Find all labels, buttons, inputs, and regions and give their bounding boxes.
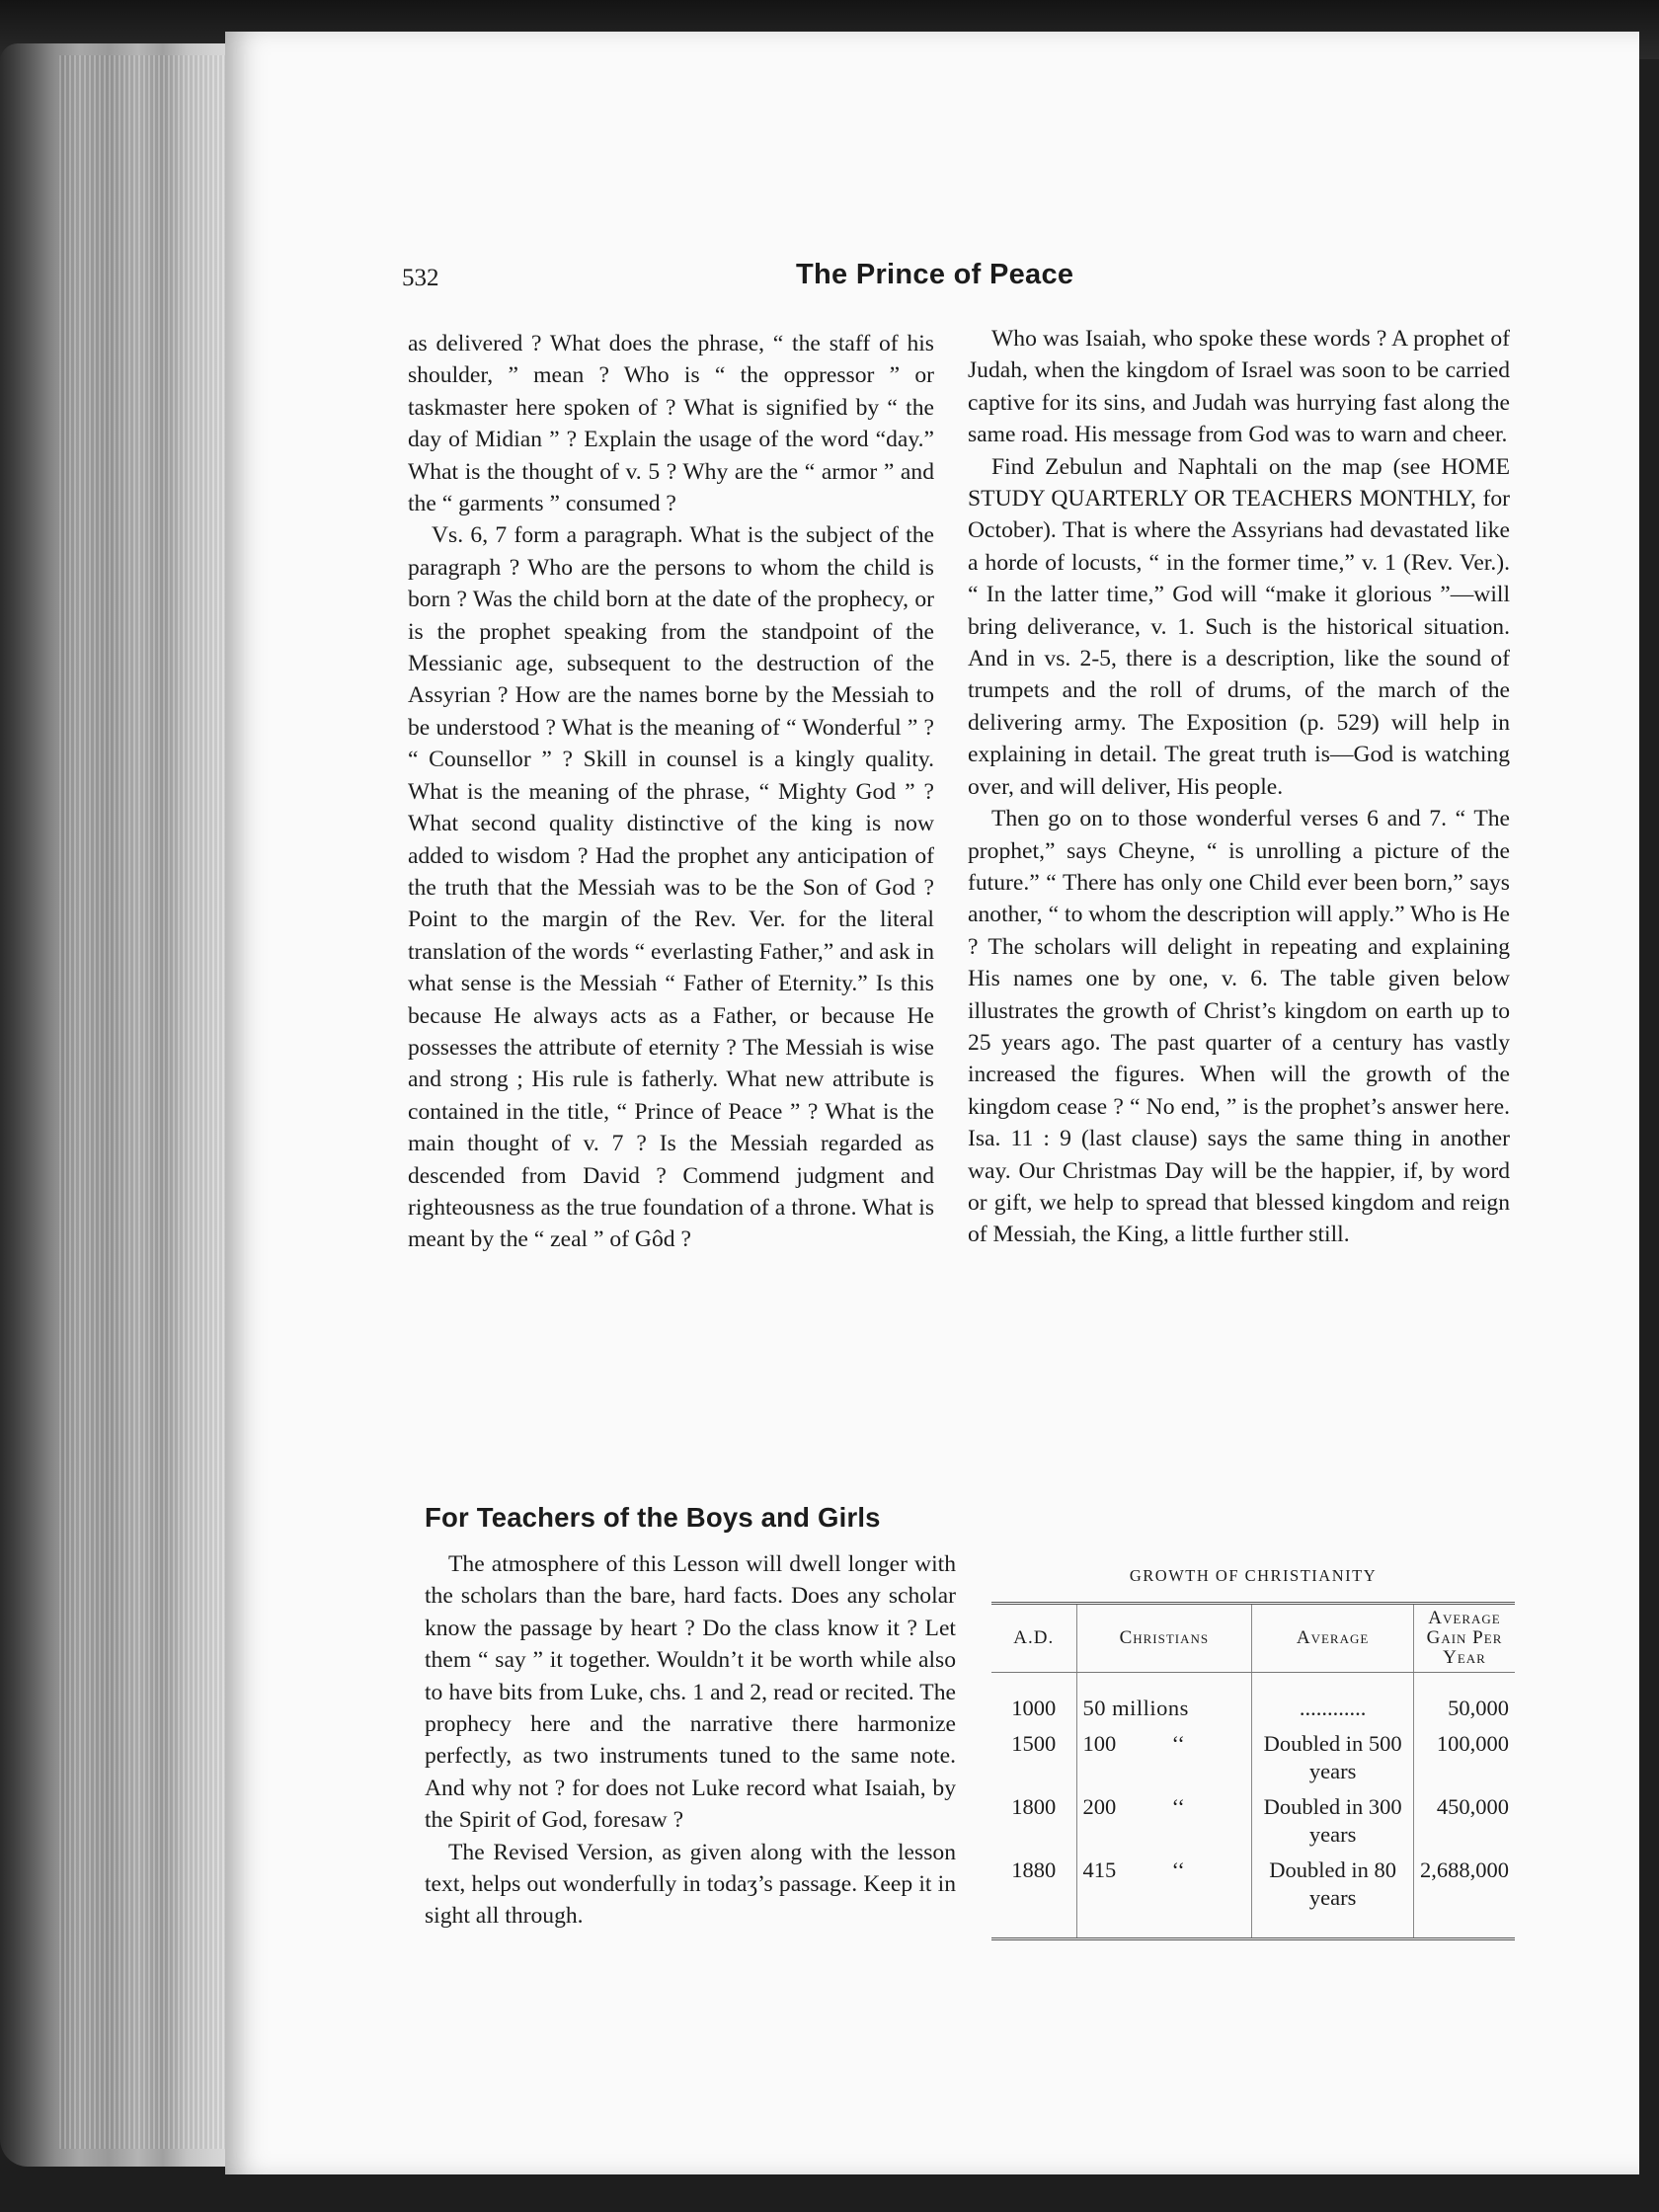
cell-christians <box>1076 1726 1252 1789</box>
page-number: 532 <box>402 265 439 291</box>
header-average: Average <box>1252 1604 1414 1673</box>
header-christians: Christians <box>1076 1604 1252 1673</box>
section-heading: For Teachers of the Boys and Girls <box>425 1502 881 1533</box>
cell-year: 1500 <box>991 1726 1076 1789</box>
header-average-gain: Average Gain Per Year <box>1414 1604 1516 1673</box>
cell-gain: 50,000 <box>1448 1696 1509 1720</box>
table-row <box>991 1673 1515 1727</box>
right-paragraph-2: Find Zebulun and Naphtali on the map (see HOME STUDY QUARTERLY OR TEACHERS MONTHLY, for October). That is where the Assyrians had devastated like a horde of locusts, “ in the former time,” v. 1 (Rev. Ver.). “ In the latter time,” God will “make it glorious ”—will bring deliverance, v. 1. Such is the historical situation. And in vs. 2-5, there is a description, like the sound of trumpets and the roll of drums, of the march of the delivering army. The Exposition (p. 529) will help in explaining in detail. The great truth is—God is watching over, and will deliver, His people. <box>968 453 1510 800</box>
cell-gain: 450,000 <box>1436 1794 1509 1819</box>
growth-table <box>991 1602 1515 1940</box>
cell-average: Doubled in 500 years <box>1252 1726 1414 1789</box>
left-paragraph-2: Vs. 6, 7 form a paragraph. What is the subject of the paragraph ? Who are the persons to whom the child is born ? Was the child born at the date of the prophecy, or is the prophet speaking from the standpoint of the Messianic age, subsequent to the destruction of the Assyrian ? How are the names borne by the Messiah to be understood ? What is the meaning of “ Wonderful ” ? “ Counsellor ” ? Skill in counsel is a kingly quality. What is the meaning of the phrase, “ Mighty God ” ? What second quality distinctive of the king is now added to wisdom ? Had the prophet any anticipation of the truth that the Messiah was to be the Son of God ? Point to the margin of the Rev. Ver. for the literal translation of the words “ everlasting Father,” and ask in what sense is the Messiah “ Father of Eternity.” Is this because He always acts as a Father, or because He possesses the attribute of eternity ? The Messiah is wise and strong ; His rule is fatherly. What new attribute is contained in the title, “ Prince of Peace ” ? What is the main thought of v. 7 ? Is the Messiah regarded as descended from David ? Commend judgment and righteousness as the true foundation of a throne. What is meant by the “ zeal ” of Gôd ? <box>408 522 934 1253</box>
section-text <box>425 1548 956 1933</box>
ditto-mark: ‘‘ <box>1171 1794 1185 1819</box>
cell-average: ............ <box>1252 1673 1414 1727</box>
cell-christians <box>1076 1789 1252 1853</box>
cell-christians: 50 millions <box>1076 1673 1252 1727</box>
right-paragraph-3: Then go on to those wonderful verses 6 and 7. “ The prophet,” says Cheyne, “ is unrolling a picture of the future.” “ There has only one Child ever been born,” says another, “ to whom the description will apply.” Who is He ? The scholars will delight in repeating and explaining His names one by one, v. 6. The table given below illustrates the growth of Christ’s kingdom on earth up to 25 years ago. The past quarter of a century has vastly increased the figures. When will the growth of the kingdom cease ? “ No end, ” is the prophet’s answer here. Isa. 11 : 9 (last clause) says the same thing in another way. Our Christmas Day will be the happier, if, by word or gift, we help to spread that blessed kingdom and reign of Messiah, the King, a little further still. <box>968 806 1510 1248</box>
right-column-text <box>968 323 1510 1251</box>
cell-year: 1800 <box>991 1789 1076 1853</box>
cell-gain: 100,000 <box>1436 1731 1509 1756</box>
cell-gain: 2,688,000 <box>1420 1857 1509 1882</box>
cell-average: Doubled in 80 years <box>1252 1853 1414 1939</box>
christians-count: 415 <box>1082 1857 1117 1882</box>
left-column-text <box>408 328 934 1256</box>
ditto-mark: ‘‘ <box>1171 1857 1185 1882</box>
ditto-mark: ‘‘ <box>1171 1731 1185 1756</box>
header-year: A.D. <box>991 1604 1076 1673</box>
section-paragraph-2: The Revised Version, as given along with the lesson text, helps out wonderfully in todaʒ’s passage. Keep it in sight all through. <box>425 1839 956 1930</box>
table-row <box>991 1853 1515 1939</box>
section-paragraph-1: The atmosphere of this Lesson will dwell longer with the scholars than the bare, hard facts. Does any scholar know the passage by heart ? Do the class know it ? Let them “ say ” it together. Wouldn’t it be worth while also to have bits from Luke, chs. 1 and 2, read or recited. The prophecy here and the narrative there harmonize perfectly, as two instruments tuned to the same note. And why not ? for does not Luke record what Isaiah, by the Spirit of God, foresaw ? <box>425 1551 956 1834</box>
cell-christians <box>1076 1853 1252 1939</box>
right-paragraph-1: Who was Isaiah, who spoke these words ? A prophet of Judah, when the kingdom of Israel was soon to be carried captive for its sins, and Judah was hurrying fast along the same road. His message from God was to warn and cheer. <box>968 326 1510 448</box>
christians-count: 200 <box>1082 1794 1117 1819</box>
cell-year: 1880 <box>991 1853 1076 1939</box>
running-head: The Prince of Peace <box>796 259 1074 290</box>
christians-count: 100 <box>1082 1731 1117 1756</box>
table-row <box>991 1789 1515 1853</box>
cell-year: 1000 <box>991 1673 1076 1727</box>
table-row <box>991 1726 1515 1789</box>
left-paragraph-1: as delivered ? What does the phrase, “ the staff of his shoulder, ” mean ? Who is “ the oppressor ” or taskmaster here spoken of ? What is signified by “ the day of Midian ” ? Explain the usage of the word “day.” What is the thought of v. 5 ? Why are the “ armor ” and the “ garments ” consumed ? <box>408 331 934 517</box>
cell-average: Doubled in 300 years <box>1252 1789 1414 1853</box>
table-title: GROWTH OF CHRISTIANITY <box>1129 1566 1378 1585</box>
table-header-row <box>991 1604 1515 1673</box>
